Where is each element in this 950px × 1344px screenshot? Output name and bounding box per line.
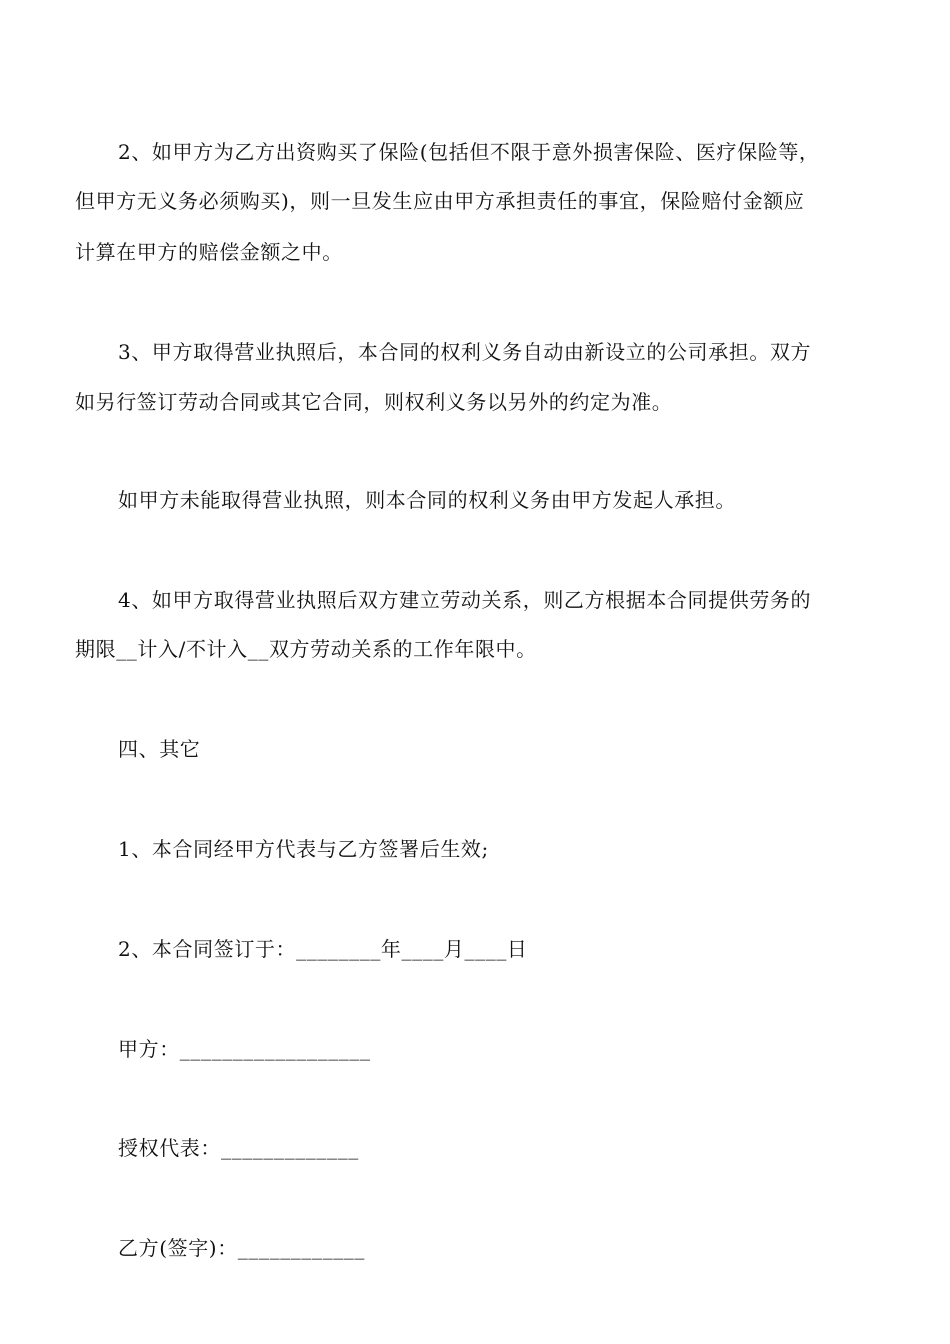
section-heading-other: 四、其它	[118, 737, 201, 761]
other-clause-1: 1、本合同经甲方代表与乙方签署后生效;	[118, 837, 489, 861]
license-failure-paragraph: 如甲方未能取得营业执照，则本合同的权利义务由甲方发起人承担。	[118, 488, 736, 512]
clause-4-line-1: 4、如甲方取得营业执照后双方建立劳动关系，则乙方根据本合同提供劳务的	[118, 588, 812, 612]
authorized-representative-line: 授权代表：_____________	[118, 1136, 359, 1160]
party-a-signature-line: 甲方：__________________	[118, 1037, 371, 1061]
signing-date-line: 2、本合同签订于：________年____月____日	[118, 937, 528, 961]
party-b-signature-line: 乙方(签字)：____________	[118, 1236, 366, 1260]
clause-3-line-1: 3、甲方取得营业执照后，本合同的权利义务自动由新设立的公司承担。双方	[118, 340, 812, 364]
clause-2-line-2: 但甲方无义务必须购买)，则一旦发生应由甲方承担责任的事宜，保险赔付金额应	[75, 189, 805, 213]
clause-3-line-2: 如另行签订劳动合同或其它合同，则权利义务以另外的约定为准。	[75, 390, 673, 414]
clause-2-line-3: 计算在甲方的赔偿金额之中。	[75, 240, 343, 264]
clause-4-line-2: 期限__计入/不计入__双方劳动关系的工作年限中。	[75, 637, 537, 661]
clause-2-line-1: 2、如甲方为乙方出资购买了保险(包括但不限于意外损害保险、医疗保险等，	[118, 140, 820, 164]
